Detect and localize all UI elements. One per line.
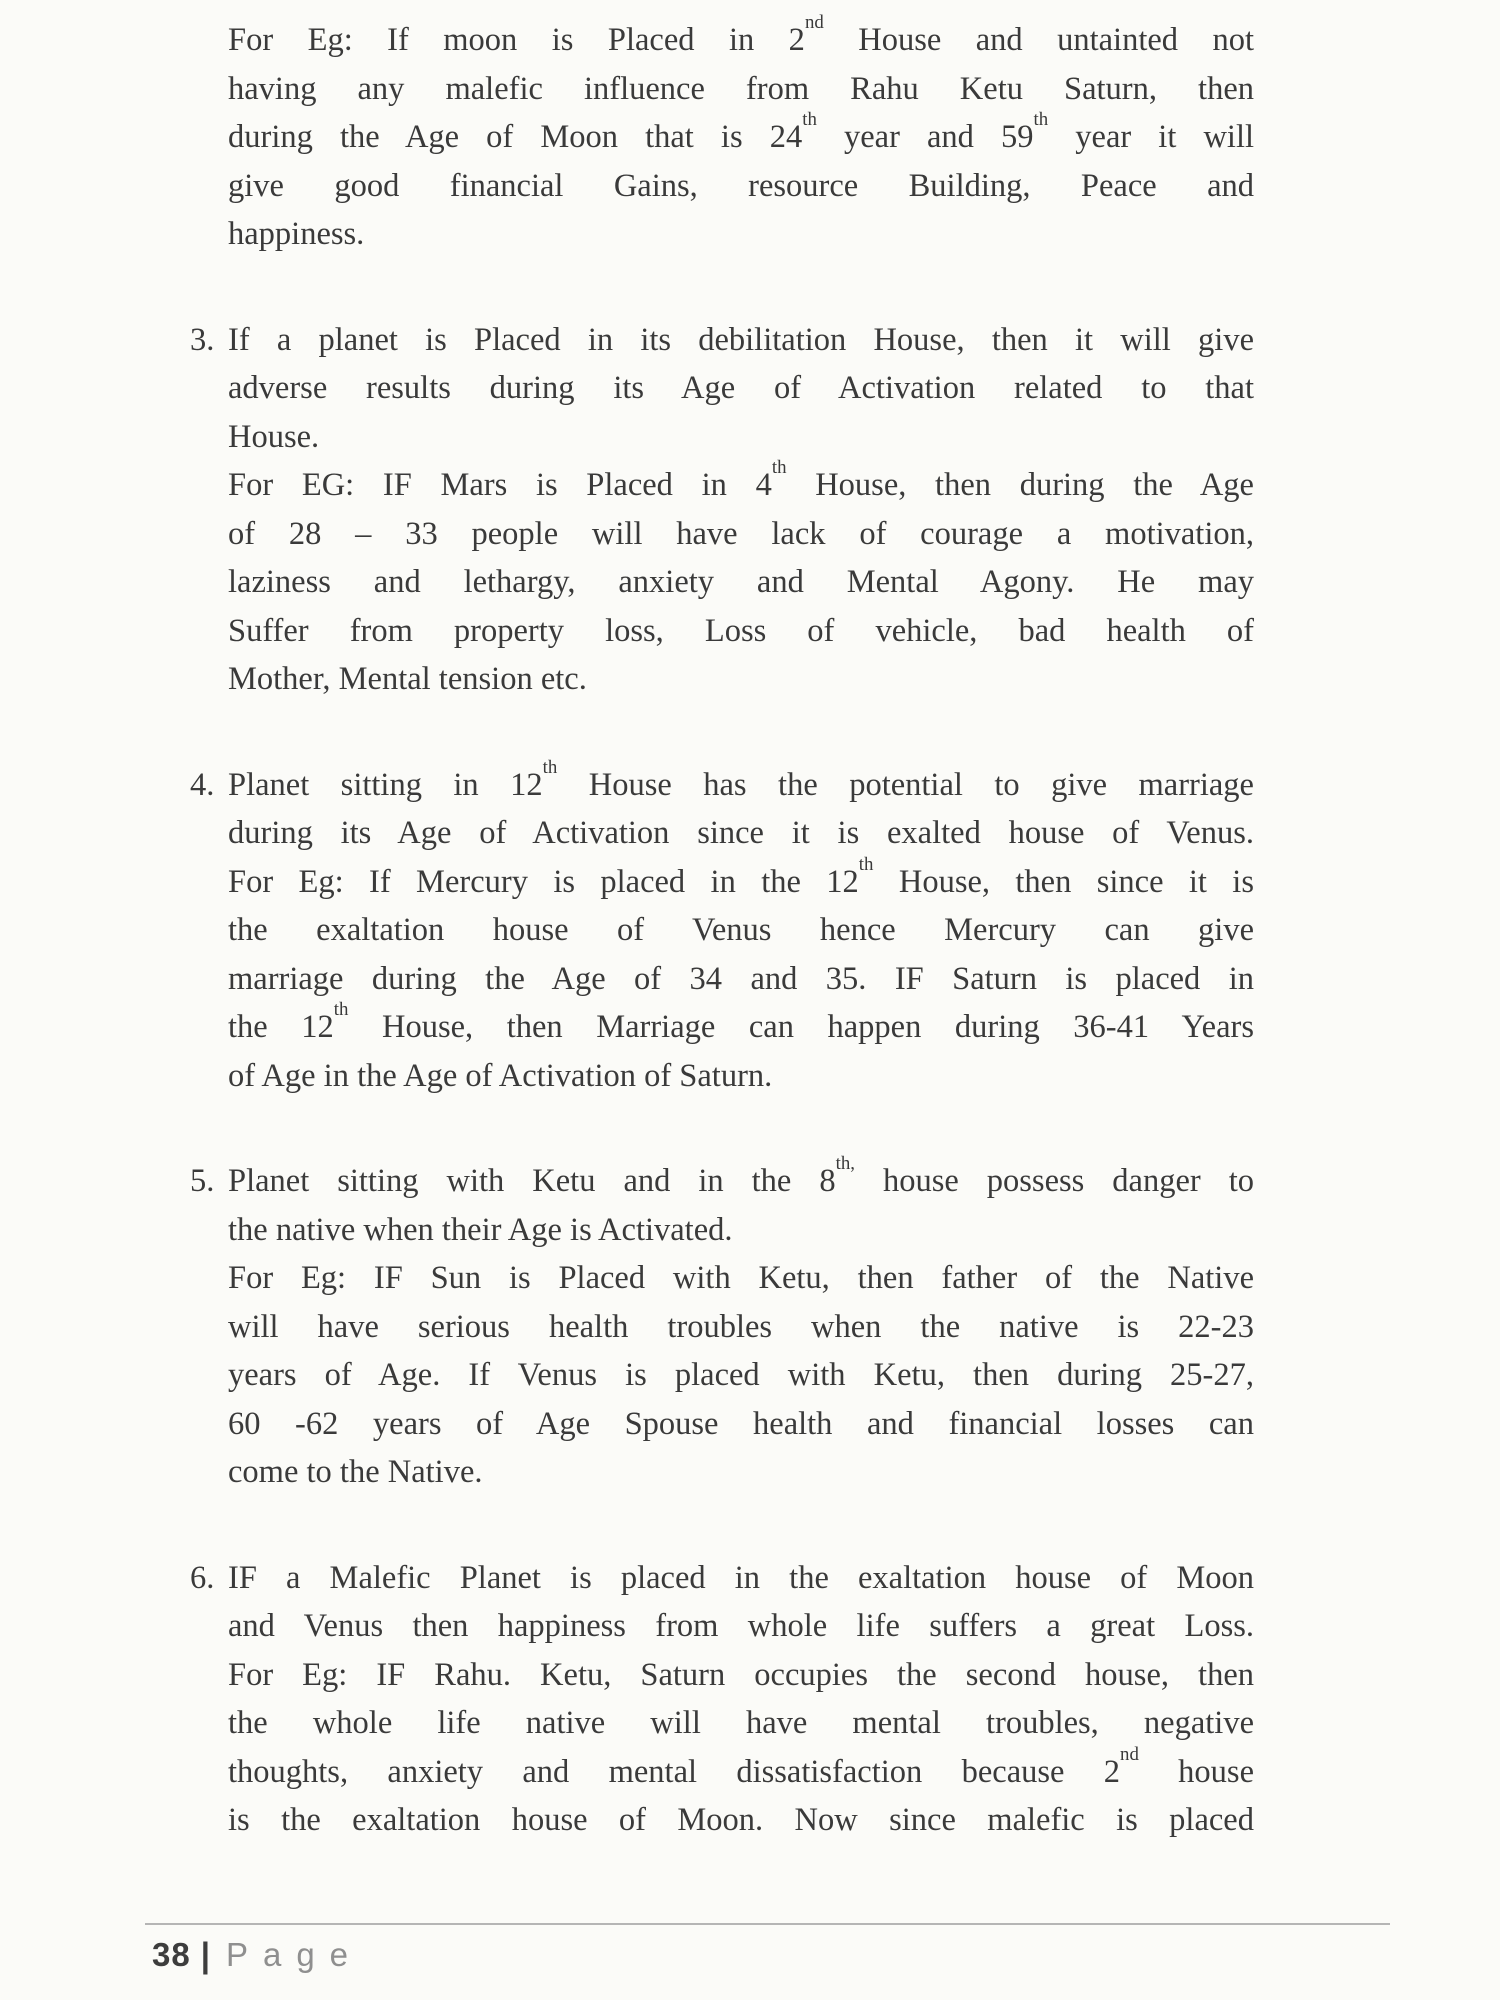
text-line: laziness and lethargy, anxiety and Mental Agony. He may: [228, 564, 1254, 600]
footer-rule: [145, 1923, 1390, 1925]
text-line: the native when their Age is Activated.: [228, 1211, 733, 1248]
ordinal-superscript: th: [771, 457, 787, 479]
text-line: during its Age of Activation since it is exalted house of Venus.: [228, 815, 1254, 851]
text-line: If a planet is Placed in its debilitation House, then it will give: [228, 321, 1254, 358]
ordinal-superscript: th,: [835, 1153, 855, 1175]
ordinal-superscript: th: [333, 999, 349, 1021]
text-line: marriage during the Age of 34 and 35. IF Saturn is placed in: [228, 960, 1254, 997]
text-line: during the Age of Moon that is 24th year and 59th year it will: [228, 109, 1255, 155]
list-item-5: [190, 1153, 1254, 1497]
text-line: For Eg: IF Rahu. Ketu, Saturn occupies the second house, then: [228, 1656, 1254, 1693]
list-item-number: 4.: [190, 766, 215, 803]
paragraph-continuation: [228, 12, 1255, 259]
text-line: Suffer from property loss, Loss of vehicle, bad health of: [228, 612, 1254, 649]
ordinal-superscript: th: [1033, 109, 1049, 131]
body-text: [190, 12, 1255, 1845]
text-line: and Venus then happiness from whole life suffers a great Loss.: [228, 1608, 1254, 1644]
text-line: adverse results during its Age of Activation related to that: [228, 370, 1254, 406]
text-line: For Eg: IF Sun is Placed with Ketu, then father of the Native: [228, 1260, 1254, 1296]
text-line: IF a Malefic Planet is placed in the exaltation house of Moon: [228, 1559, 1254, 1596]
footer-separator: |: [200, 1934, 210, 1975]
page-word: Page: [225, 1936, 364, 1973]
text-line: is the exaltation house of Moon. Now since malefic is placed: [228, 1802, 1254, 1838]
list-item-6: [190, 1554, 1254, 1845]
text-line: Mother, Mental tension etc.: [228, 661, 587, 697]
text-line: of Age in the Age of Activation of Saturn.: [228, 1057, 773, 1094]
list-item-number: 3.: [190, 321, 215, 358]
page-number: 38: [152, 1936, 191, 1973]
list-item-number: 5.: [190, 1163, 215, 1199]
text-line: the exaltation house of Venus hence Mercury can give: [228, 912, 1254, 948]
text-line: come to the Native.: [228, 1454, 483, 1490]
page-footer: [152, 1936, 363, 1974]
text-line: Planet sitting in 12th House has the potential to give marriage: [228, 756, 1254, 803]
list-item-4: [190, 756, 1254, 1101]
ordinal-superscript: nd: [804, 12, 824, 34]
text-line: Planet sitting with Ketu and in the $8^{th,}$ house possess danger to: [228, 1153, 1254, 1199]
text-line: years of Age. If Venus is placed with Ketu, then during 25-27,: [228, 1357, 1254, 1393]
text-line: the whole life native will have mental troubles, negative: [228, 1705, 1254, 1741]
text-line: 60 -62 years of Age Spouse health and financial losses can: [228, 1405, 1254, 1442]
text-line: For Eg: If Mercury is placed in the 12th House, then since it is: [228, 853, 1254, 900]
text-line: For Eg: If moon is Placed in 2nd House and untainted not: [228, 12, 1255, 58]
ordinal-superscript: th: [858, 853, 874, 875]
text-line: give good financial Gains, resource Building, Peace and: [228, 167, 1254, 204]
text-line: will have serious health troubles when the native is 22-23: [228, 1308, 1254, 1345]
text-line: House.: [228, 418, 320, 455]
ordinal-superscript: th: [542, 756, 558, 778]
list-item-number: 6.: [190, 1559, 215, 1596]
list-item-3: [190, 316, 1254, 704]
text-line: of 28 – 33 people will have lack of courage a motivation,: [228, 515, 1254, 552]
text-line: happiness.: [228, 216, 365, 252]
text-line: thoughts, anxiety and mental dissatisfaction because 2nd house: [228, 1743, 1254, 1790]
ordinal-superscript: nd: [1120, 1743, 1139, 1765]
text-line: For EG: IF Mars is Placed in 4th House, then during the Age: [228, 457, 1254, 503]
text-line: the 12th House, then Marriage can happen during 36-41 Years: [228, 999, 1254, 1045]
text-line: having any malefic influence from Rahu Ketu Saturn, then: [228, 70, 1254, 107]
ordinal-superscript: th: [802, 109, 817, 131]
